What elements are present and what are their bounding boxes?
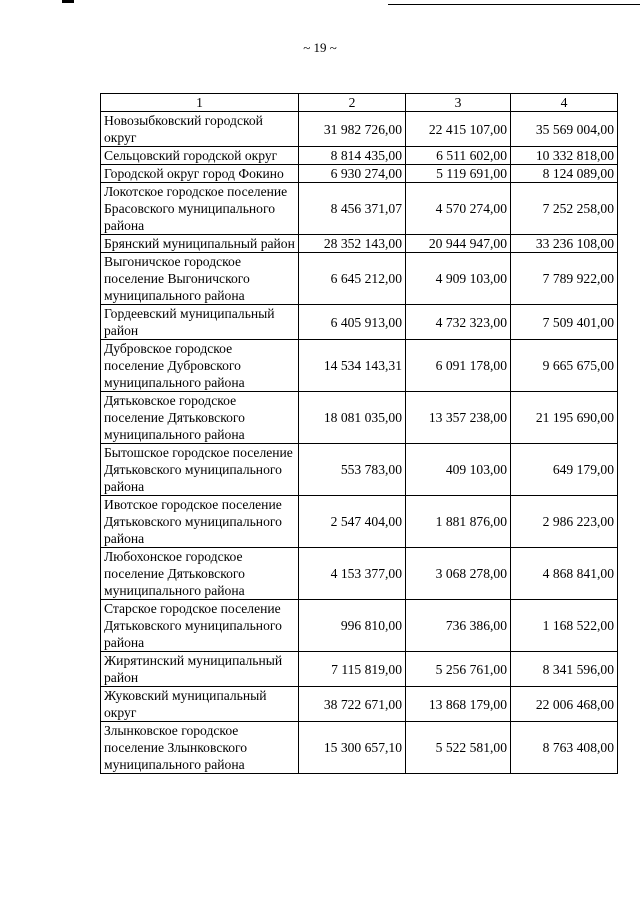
value-col-4: 7 789 922,00 — [511, 253, 618, 305]
value-col-4: 7 252 258,00 — [511, 183, 618, 235]
table-row — [101, 183, 618, 235]
value-col-3: 4 732 323,00 — [406, 305, 511, 340]
row-name: Локотское городское поселение Брасовского муниципального района — [101, 183, 299, 235]
column-header-1: 1 — [101, 94, 299, 112]
value-col-3: 4 909 103,00 — [406, 253, 511, 305]
row-name: Старское городское поселение Дятьковского муниципального района — [101, 600, 299, 652]
value-col-3: 4 570 274,00 — [406, 183, 511, 235]
value-col-4: 33 236 108,00 — [511, 235, 618, 253]
value-col-4: 8 341 596,00 — [511, 652, 618, 687]
row-name: Ивотское городское поселение Дятьковского муниципального района — [101, 496, 299, 548]
value-col-2: 553 783,00 — [299, 444, 406, 496]
value-col-3: 13 357 238,00 — [406, 392, 511, 444]
table-row — [101, 496, 618, 548]
row-name: Сельцовский городской округ — [101, 147, 299, 165]
table-row — [101, 687, 618, 722]
value-col-3: 5 119 691,00 — [406, 165, 511, 183]
table-row — [101, 165, 618, 183]
value-col-2: 38 722 671,00 — [299, 687, 406, 722]
value-col-3: 5 256 761,00 — [406, 652, 511, 687]
table-row — [101, 112, 618, 147]
budget-table — [100, 93, 618, 774]
row-name: Дубровское городское поселение Дубровского муниципального района — [101, 340, 299, 392]
top-rule — [388, 4, 640, 5]
value-col-2: 8 814 435,00 — [299, 147, 406, 165]
value-col-3: 6 091 178,00 — [406, 340, 511, 392]
value-col-4: 35 569 004,00 — [511, 112, 618, 147]
value-col-2: 31 982 726,00 — [299, 112, 406, 147]
value-col-4: 8 124 089,00 — [511, 165, 618, 183]
value-col-4: 8 763 408,00 — [511, 722, 618, 774]
value-col-2: 18 081 035,00 — [299, 392, 406, 444]
value-col-2: 15 300 657,10 — [299, 722, 406, 774]
table-row — [101, 444, 618, 496]
value-col-2: 996 810,00 — [299, 600, 406, 652]
value-col-4: 7 509 401,00 — [511, 305, 618, 340]
value-col-2: 28 352 143,00 — [299, 235, 406, 253]
row-name: Жуковский муниципальный округ — [101, 687, 299, 722]
table-row — [101, 235, 618, 253]
row-name: Новозыбковский городской округ — [101, 112, 299, 147]
value-col-2: 8 456 371,07 — [299, 183, 406, 235]
value-col-3: 22 415 107,00 — [406, 112, 511, 147]
value-col-3: 20 944 947,00 — [406, 235, 511, 253]
value-col-4: 649 179,00 — [511, 444, 618, 496]
value-col-2: 6 645 212,00 — [299, 253, 406, 305]
value-col-4: 2 986 223,00 — [511, 496, 618, 548]
table-row — [101, 652, 618, 687]
row-name: Злынковское городское поселение Злынковского муниципального района — [101, 722, 299, 774]
row-name: Бытошское городское поселение Дятьковского муниципального района — [101, 444, 299, 496]
row-name: Выгоничское городское поселение Выгоничского муниципального района — [101, 253, 299, 305]
value-col-3: 3 068 278,00 — [406, 548, 511, 600]
value-col-4: 9 665 675,00 — [511, 340, 618, 392]
value-col-4: 22 006 468,00 — [511, 687, 618, 722]
value-col-2: 6 405 913,00 — [299, 305, 406, 340]
value-col-3: 1 881 876,00 — [406, 496, 511, 548]
table-row — [101, 253, 618, 305]
row-name: Гордеевский муниципальный район — [101, 305, 299, 340]
table-row — [101, 147, 618, 165]
value-col-3: 13 868 179,00 — [406, 687, 511, 722]
row-name: Городской округ город Фокино — [101, 165, 299, 183]
value-col-2: 14 534 143,31 — [299, 340, 406, 392]
value-col-3: 5 522 581,00 — [406, 722, 511, 774]
row-name: Дятьковское городское поселение Дятьковского муниципального района — [101, 392, 299, 444]
column-header-2: 2 — [299, 94, 406, 112]
column-header-4: 4 — [511, 94, 618, 112]
value-col-4: 1 168 522,00 — [511, 600, 618, 652]
value-col-2: 6 930 274,00 — [299, 165, 406, 183]
column-header-3: 3 — [406, 94, 511, 112]
value-col-3: 6 511 602,00 — [406, 147, 511, 165]
table-row — [101, 392, 618, 444]
value-col-4: 21 195 690,00 — [511, 392, 618, 444]
row-name: Жирятинский муниципальный район — [101, 652, 299, 687]
row-name: Любохонское городское поселение Дятьковского муниципального района — [101, 548, 299, 600]
value-col-4: 10 332 818,00 — [511, 147, 618, 165]
corner-mark — [62, 0, 74, 3]
value-col-2: 2 547 404,00 — [299, 496, 406, 548]
table-row — [101, 600, 618, 652]
value-col-4: 4 868 841,00 — [511, 548, 618, 600]
value-col-2: 4 153 377,00 — [299, 548, 406, 600]
value-col-3: 409 103,00 — [406, 444, 511, 496]
table-header-row — [101, 94, 618, 112]
row-name: Брянский муниципальный район — [101, 235, 299, 253]
page-number: ~ 19 ~ — [303, 40, 337, 55]
value-col-2: 7 115 819,00 — [299, 652, 406, 687]
table-row — [101, 340, 618, 392]
value-col-3: 736 386,00 — [406, 600, 511, 652]
table-row — [101, 548, 618, 600]
table-row — [101, 722, 618, 774]
table-row — [101, 305, 618, 340]
